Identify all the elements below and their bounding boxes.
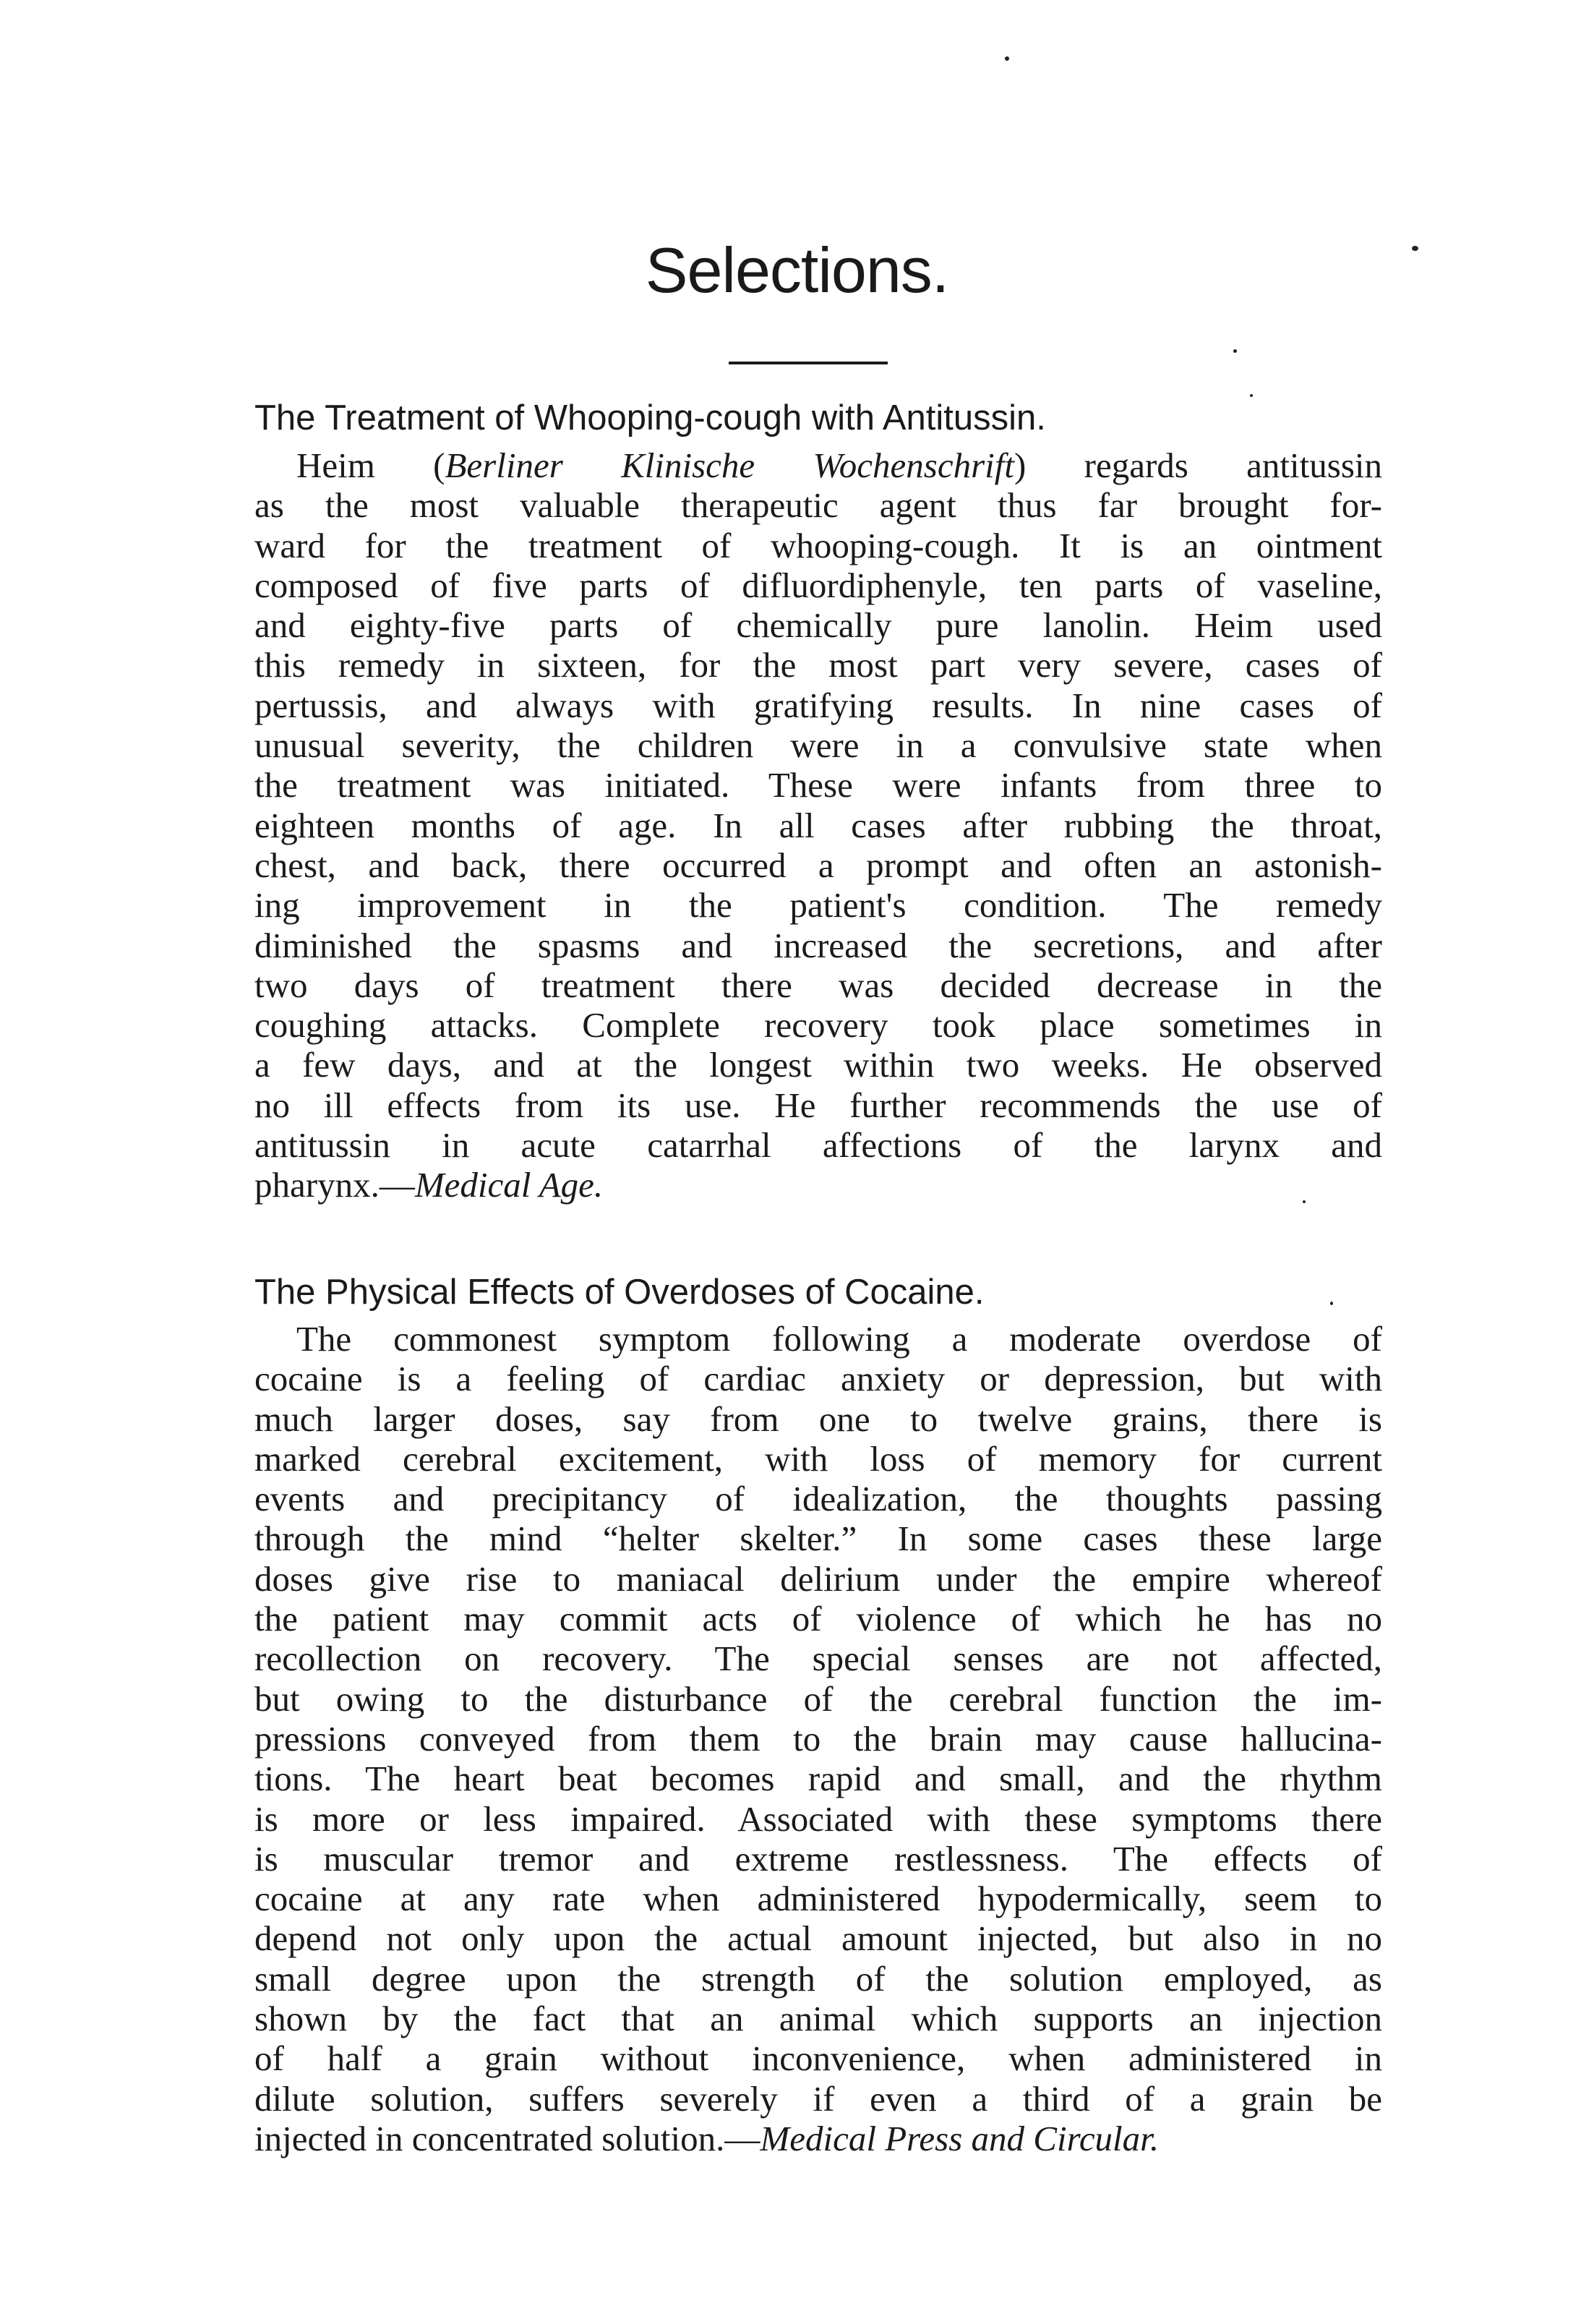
text-line: the patient may commit acts of violence of which he has no: [254, 1599, 1382, 1639]
text-line: pertussis, and always with gratifying results. In nine cases of: [254, 685, 1382, 725]
text-line: marked cerebral excitement, with loss of memory for current: [254, 1438, 1382, 1479]
text-line: pharynx.—Medical Age.: [254, 1165, 604, 1205]
text-line: cocaine is a feeling of cardiac anxiety or depression, but with: [254, 1359, 1382, 1399]
text-line: is more or less impaired. Associated with these symptoms there: [254, 1798, 1382, 1839]
text-line: antitussin in acute catarrhal affections of the larynx and: [254, 1125, 1382, 1166]
text-line: much larger doses, say from one to twelve grains, there is: [254, 1398, 1382, 1439]
text-line: depend not only upon the actual amount injected, but also in no: [254, 1918, 1382, 1959]
text-line: diminished the spasms and increased the secretions, and after: [254, 925, 1382, 965]
title-rule: [729, 362, 888, 364]
text-line: of half a grain without inconvenience, when administered in: [254, 2038, 1382, 2079]
journal-citation: Berliner Klinische Wochenschrift: [445, 445, 1015, 485]
text-line: pressions conveyed from them to the brain may cause hallucina-: [254, 1718, 1382, 1759]
text-line: this remedy in sixteen, for the most part very severe, cases of: [254, 645, 1382, 685]
text-line: Heim (Berliner Klinische Wochenschrift) regards antitussin: [296, 445, 1382, 485]
text-line: and eighty-five parts of chemically pure lanolin. Heim used: [254, 605, 1382, 646]
text-line: dilute solution, suffers severely if even a third of a grain be: [254, 2078, 1382, 2119]
text-line: chest, and back, there occurred a prompt and often an astonish-: [254, 845, 1382, 885]
text-line: unusual severity, the children were in a convulsive state when: [254, 725, 1382, 766]
text-line: eighteen months of age. In all cases after rubbing the throat,: [254, 805, 1382, 845]
text-line: coughing attacks. Complete recovery took place sometimes in: [254, 1005, 1382, 1046]
text-line: no ill effects from its use. He further recommends the use of: [254, 1085, 1382, 1125]
text-line: tions. The heart beat becomes rapid and small, and the rhythm: [254, 1759, 1382, 1799]
text-line: ward for the treatment of whooping-cough. It is an ointment: [254, 525, 1382, 565]
text-line: small degree upon the strength of the solution employed, as: [254, 1958, 1382, 1999]
text-line: injected in concentrated solution.—Medical Press and Circular.: [254, 2118, 1160, 2158]
page-title: Selections.: [645, 234, 949, 306]
text-line: as the most valuable therapeutic agent thus far brought for-: [254, 485, 1382, 526]
text-line: is muscular tremor and extreme restlessness. The effects of: [254, 1838, 1382, 1879]
article-heading-antitussin: The Treatment of Whooping-cough with Antitussin.: [254, 398, 1046, 437]
text-line: the treatment was initiated. These were infants from three to: [254, 765, 1382, 806]
text-line: events and precipitancy of idealization, the thoughts passing: [254, 1479, 1382, 1519]
text-line: a few days, and at the longest within two weeks. He observed: [254, 1045, 1382, 1085]
text-line: through the mind “helter skelter.” In some cases these large: [254, 1518, 1382, 1559]
article-body-antitussin: [254, 445, 1382, 1205]
source-citation: Medical Press and Circular.: [760, 2118, 1160, 2158]
print-speck: [1250, 394, 1253, 397]
text-line: composed of five parts of difluordiphenyle, ten parts of vaseline,: [254, 565, 1382, 605]
text-line: but owing to the disturbance of the cerebral function the im-: [254, 1678, 1382, 1719]
text-line: ing improvement in the patient's condition. The remedy: [254, 885, 1382, 926]
source-citation: Medical Age.: [414, 1165, 604, 1205]
text-line: shown by the fact that an animal which supports an injection: [254, 1999, 1382, 2039]
article-heading-cocaine: The Physical Effects of Overdoses of Cocaine.: [254, 1273, 985, 1312]
text-line: doses give rise to maniacal delirium under the empire whereof: [254, 1558, 1382, 1599]
print-speck: [1233, 349, 1237, 353]
print-speck: [1005, 56, 1009, 61]
text-line: two days of treatment there was decided decrease in the: [254, 965, 1382, 1005]
text-line: recollection on recovery. The special senses are not affected,: [254, 1639, 1382, 1679]
article-body-cocaine: [254, 1319, 1382, 2158]
text-line: The commonest symptom following a moderate overdose of: [296, 1319, 1382, 1359]
text-line: cocaine at any rate when administered hypodermically, seem to: [254, 1879, 1382, 1919]
